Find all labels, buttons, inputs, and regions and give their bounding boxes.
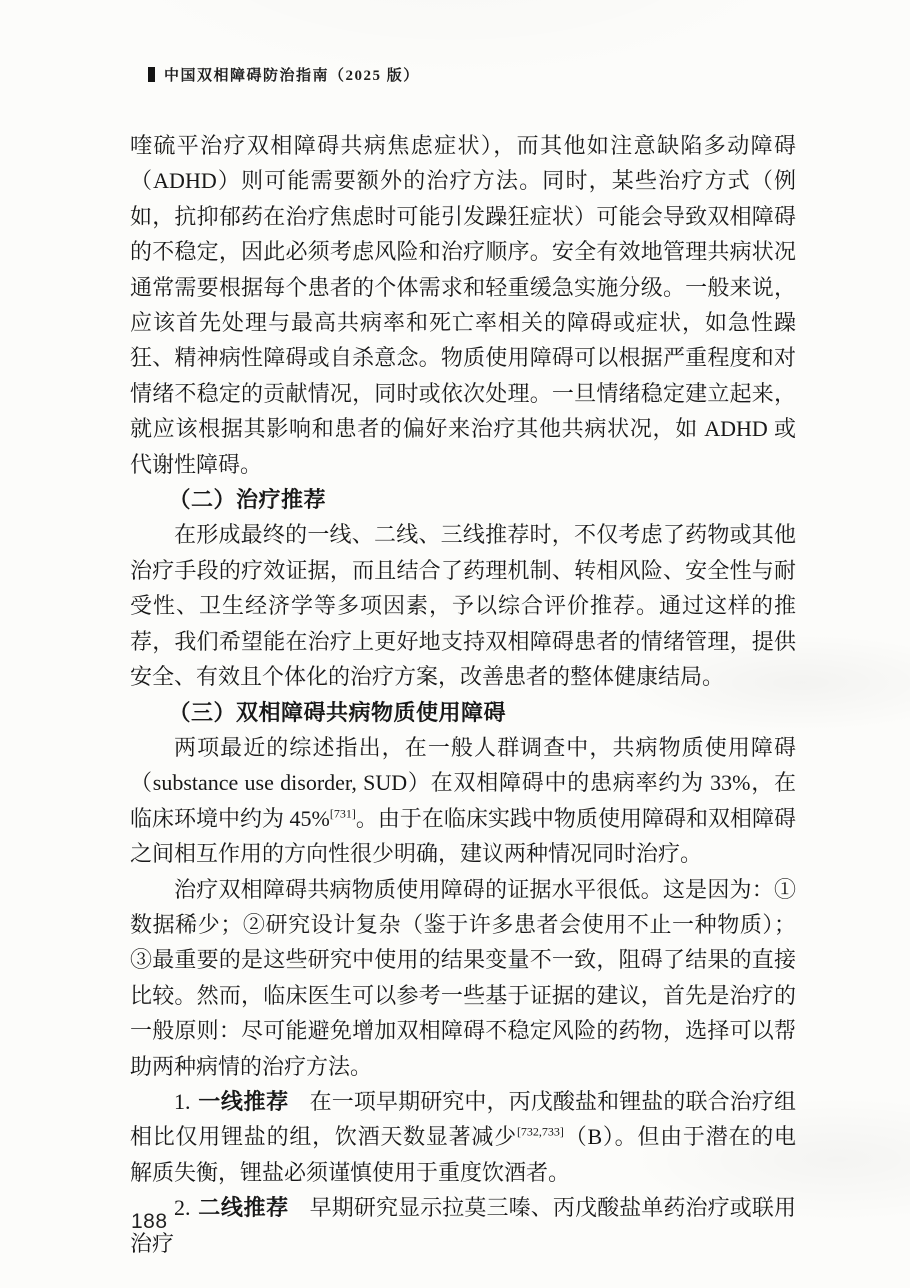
running-header — [148, 64, 420, 85]
paragraph-comorbidity-management — [130, 128, 796, 482]
paragraph-evidence-level — [130, 872, 796, 1084]
list-number: 2. — [174, 1195, 191, 1221]
section-heading-treatment-recommendations: （二）治疗推荐 — [168, 487, 327, 513]
recommendation-label-second-line: 二线推荐 — [198, 1195, 289, 1221]
book-title: 中国双相障碍防治指南（2025 版） — [164, 68, 420, 84]
page-body — [130, 128, 796, 1261]
section-heading-sud-comorbidity: （三）双相障碍共病物质使用障碍 — [168, 699, 507, 725]
paragraph-text: 治疗双相障碍共病物质使用障碍的证据水平很低。这是因为：①数据稀少；②研究设计复杂（鉴于许多患者会使用不止一种物质）；③最重要的是这些研究中使用的结果变量不一致，阻碍了结果的直接比较。然而，临床医生可以参考一些基于证据的建议，首先是治疗的一般原则：尽可能避免增加双相障碍不稳定风险的药物，选择可以帮助两种病情的治疗方法。 — [130, 876, 796, 1079]
header-bar-icon — [148, 67, 155, 82]
paragraph-second-line-recommendation — [130, 1190, 796, 1261]
recommendation-label-first-line: 一线推荐 — [198, 1088, 289, 1114]
paragraph-text: 早期研究显示拉莫三嗪、丙戊酸盐单药治疗或联用治疗 — [130, 1195, 796, 1256]
paragraph-text: （B）。但由于潜在的电解质失衡，锂盐必须谨慎使用于重度饮酒者。 — [130, 1124, 796, 1185]
paragraph-first-line-recommendation — [130, 1084, 796, 1190]
paragraph-text: 在一项早期研究中，丙戊酸盐和锂盐的联合治疗组相比仅用锂盐的组，饮酒天数显著减少 — [130, 1088, 796, 1150]
page-number: 188 — [131, 1210, 168, 1233]
list-number: 1. — [174, 1088, 191, 1114]
paragraph-sud-prevalence — [130, 730, 796, 872]
paragraph-text: 喹硫平治疗双相障碍共病焦虑症状），而其他如注意缺陷多动障碍（ADHD）则可能需要额外的治疗方法。同时，某些治疗方式（例如，抗抑郁药在治疗焦虑时可能引发躁狂症状）可能会导致双相障碍的不稳定，因此必须考虑风险和治疗顺序。安全有效地管理共病状况通常需要根据每个患者的个体需求和轻重缓急实施分级。一般来说，应该首先处理与最高共病率和死亡率相关的障碍或症状，如急性躁狂、精神病性障碍或自杀意念。物质使用障碍可以根据严重程度和对情绪不稳定的贡献情况，同时或依次处理。一旦情绪稳定建立起来，就应该根据其影响和患者的偏好来治疗其他共病状况，如 ADHD 或代谢性障碍。 — [130, 133, 796, 477]
citation-ref-732-733: [732,733] — [516, 1125, 564, 1140]
paragraph-text: 在形成最终的一线、二线、三线推荐时，不仅考虑了药物或其他治疗手段的疗效证据，而且结合了药理机制、转相风险、安全性与耐受性、卫生经济学等多项因素，予以综合评价推荐。通过这样的推荐，我们希望能在治疗上更好地支持双相障碍患者的情绪管理，提供安全、有效且个体化的治疗方案，改善患者的整体健康结局。 — [130, 522, 796, 690]
paragraph-text: 两项最近的综述指出，在一般人群调查中，共病物质使用障碍（substance use disorder, SUD）在双相障碍中的患病率约为 33%，在临床环境中约为 45% — [130, 734, 796, 831]
citation-ref-731: [731] — [329, 806, 356, 821]
paragraph-text: 。由于在临床实践中物质使用障碍和双相障碍之间相互作用的方向性很少明确，建议两种情况同时治疗。 — [130, 805, 796, 867]
paragraph-recommendation-basis — [130, 517, 796, 694]
